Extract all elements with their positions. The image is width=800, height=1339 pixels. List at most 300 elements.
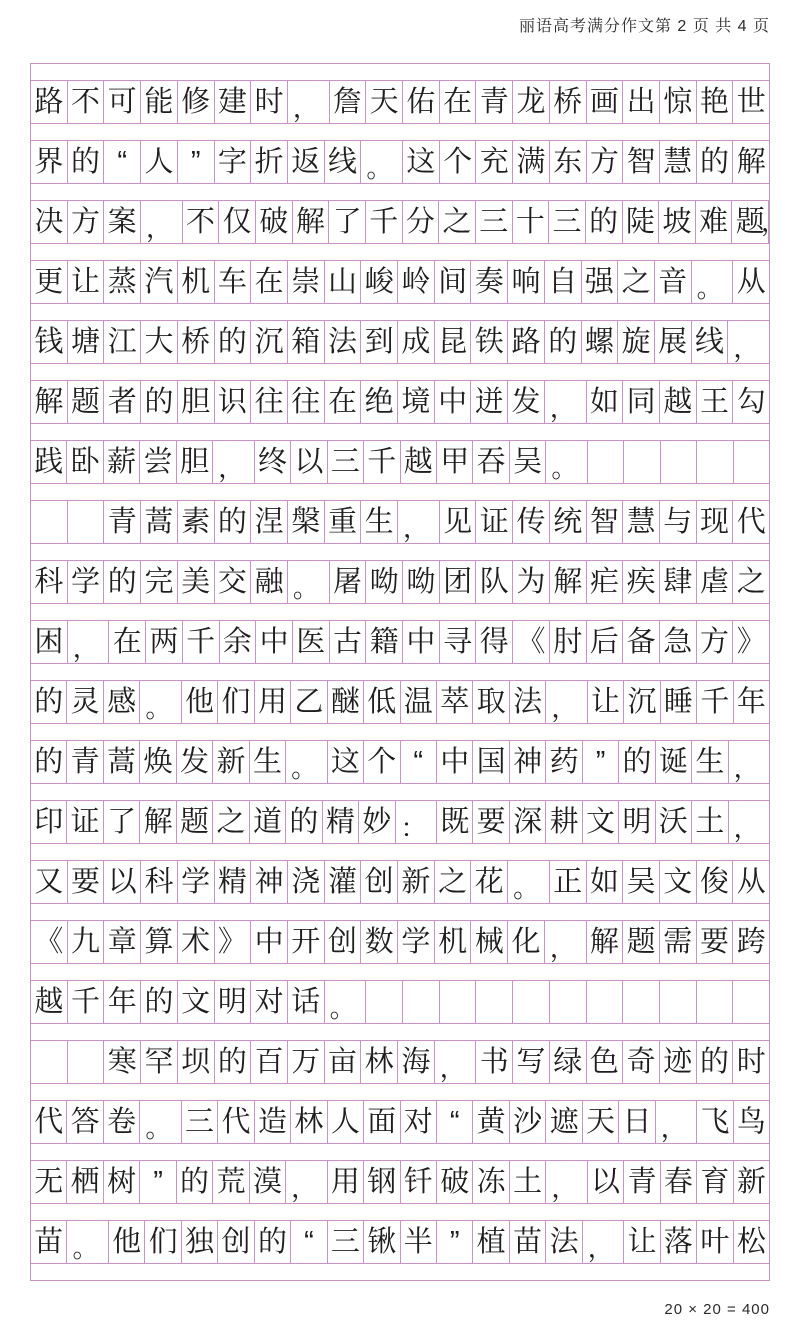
grid-cell: 对: [251, 981, 288, 1023]
grid-cell: [697, 981, 734, 1023]
grid-cell: 三: [328, 1221, 364, 1263]
grid-cell: 屠: [330, 561, 367, 603]
grid-cell: 用: [328, 1161, 364, 1203]
grid-cell: 画: [587, 81, 624, 123]
row-spacer: [31, 364, 769, 380]
grid-cell: 大: [141, 321, 178, 363]
grid-cell: 》: [736, 626, 766, 658]
grid-cell: 方: [587, 141, 624, 183]
grid-cell: 响: [508, 261, 545, 303]
grid-cell: 明: [619, 801, 655, 843]
grid-cell: 詹: [330, 81, 367, 123]
grid-cell: ”: [437, 1221, 473, 1263]
grid-cell: 落: [661, 1221, 697, 1263]
grid-cell: 。: [692, 261, 734, 303]
grid-cell: [550, 981, 587, 1023]
grid-cell: 吞: [473, 441, 509, 483]
grid-cell: 方: [697, 621, 734, 663]
grid-cell: 焕: [140, 741, 176, 783]
grid-cell: 发: [177, 741, 213, 783]
grid-cell: 以: [291, 441, 327, 483]
grid-cell: 时: [736, 1046, 766, 1078]
text-row: [31, 980, 769, 1024]
grid-cell: 千: [697, 681, 733, 723]
grid-cell: 绝: [361, 381, 398, 423]
grid-cell: 寒: [104, 1041, 141, 1083]
grid-cell: 让: [624, 1221, 660, 1263]
grid-cell: 往: [288, 381, 325, 423]
grid-cell: 的: [697, 141, 734, 183]
grid-cell: 机: [178, 261, 215, 303]
text-row: [31, 500, 769, 544]
grid-cell: 。: [140, 1101, 181, 1143]
grid-cell: 不: [68, 81, 105, 123]
grid-cell: 既: [437, 801, 473, 843]
grid-cell: 越: [660, 381, 697, 423]
grid-cell: 国: [473, 741, 509, 783]
grid-cell: ，: [68, 621, 110, 663]
composition-grid: [30, 63, 787, 1281]
grid-cell: ”: [178, 141, 215, 183]
text-row: [31, 320, 769, 364]
grid-cell: 智: [623, 141, 660, 183]
grid-cell: 代: [31, 1101, 67, 1143]
grid-cell: 古: [330, 621, 367, 663]
grid-cell: 折: [251, 141, 288, 183]
grid-cell: 苗: [510, 1221, 546, 1263]
grid-cell: 崇: [288, 261, 325, 303]
grid-cell: 同: [623, 381, 660, 423]
grid-cell: 数: [361, 921, 398, 963]
row-spacer: [31, 1084, 769, 1100]
grid-cell: 之: [213, 801, 249, 843]
grid-cell: 沙: [510, 1101, 546, 1143]
grid-cell: 三: [328, 441, 364, 483]
grid-cell: 冻: [473, 1161, 509, 1203]
grid-cell: 医: [293, 621, 330, 663]
grid-cell: 低: [364, 681, 400, 723]
grid-cell: 药: [546, 741, 582, 783]
grid-cell: 诞: [656, 741, 692, 783]
grid-cell: 蒸: [104, 261, 141, 303]
grid-cell: 与: [660, 501, 697, 543]
grid-cell: 螺: [582, 321, 619, 363]
grid-cell: 对: [401, 1101, 437, 1143]
grid-cell: 证: [476, 501, 513, 543]
grid-cell: 陡: [623, 201, 660, 243]
grid-cell: 题: [623, 921, 660, 963]
text-row: [31, 140, 769, 184]
grid-cell: 在: [325, 381, 362, 423]
grid-cell: 证: [67, 801, 103, 843]
grid-cell: 代: [218, 1101, 254, 1143]
grid-cell: 乙: [291, 681, 327, 723]
grid-cell: [31, 1041, 68, 1083]
grid-cell: 尝: [140, 441, 176, 483]
grid-cell: 《: [513, 621, 550, 663]
grid-cell: 线: [325, 141, 362, 183]
grid-cell: 字: [215, 141, 252, 183]
text-row: [31, 620, 769, 664]
grid-cell: 识: [215, 381, 252, 423]
grid-cell: 年: [736, 686, 766, 718]
text-row: [31, 1040, 769, 1084]
grid-cell: 的: [215, 501, 252, 543]
grid-cell: 沉: [624, 681, 660, 723]
grid-cell: 岭: [398, 261, 435, 303]
grid-cell: 展: [655, 321, 692, 363]
grid-cell: 。: [67, 1221, 108, 1263]
grid-cell: 海: [398, 1041, 435, 1083]
grid-cell: 。: [361, 141, 403, 183]
grid-cell: 分: [403, 201, 440, 243]
grid-cell: 蒿: [104, 741, 140, 783]
grid-cell: 人: [328, 1101, 364, 1143]
grid-cell: 满: [513, 141, 550, 183]
grid-cell: 的: [141, 981, 178, 1023]
text-row: [31, 920, 769, 964]
grid-cell: 呦: [366, 561, 403, 603]
grid-cell: 解: [140, 801, 176, 843]
grid-cell: 育: [697, 1161, 733, 1203]
grid-cell: 的: [31, 681, 67, 723]
grid-cell: 胆: [178, 381, 215, 423]
grid-cell: 终: [255, 441, 291, 483]
grid-cell: 人: [141, 141, 178, 183]
grid-cell: [587, 981, 624, 1023]
grid-cell: 学: [68, 561, 105, 603]
grid-cell: 线: [692, 321, 729, 363]
grid-cell: 虐: [697, 561, 734, 603]
grid-cell: 萃: [437, 681, 473, 723]
grid-cell: 的: [68, 141, 105, 183]
grid-cell: 他: [182, 681, 218, 723]
row-spacer: [31, 604, 769, 620]
grid-cell: ，: [545, 381, 587, 423]
grid-cell: 锹: [364, 1221, 400, 1263]
grid-cell: 塘: [68, 321, 105, 363]
grid-cell: 美: [178, 561, 215, 603]
grid-cell: 界: [31, 141, 68, 183]
row-spacer: [31, 904, 769, 920]
grid-cell: 困: [31, 621, 68, 663]
grid-cell: 栖: [67, 1161, 103, 1203]
grid-cell: 又: [31, 861, 68, 903]
grid-cell: 修: [178, 81, 215, 123]
grid-cell: 汽: [141, 261, 178, 303]
grid-cell: 睡: [661, 681, 697, 723]
grid-cell: 沉: [251, 321, 288, 363]
row-spacer: [31, 1144, 769, 1160]
grid-cell: 境: [398, 381, 435, 423]
grid-cell: 。: [288, 561, 330, 603]
grid-cell: 文: [178, 981, 215, 1023]
grid-cell: 千: [68, 981, 105, 1023]
grid-cell: [697, 441, 733, 483]
grid-cell: 千: [364, 441, 400, 483]
text-row: [31, 80, 769, 124]
grid-cell: 天: [366, 81, 403, 123]
grid-cell: 科: [31, 561, 68, 603]
grid-cell: 昆: [435, 321, 472, 363]
grid-cell: 他: [109, 1221, 145, 1263]
grid-cell: 青: [624, 1161, 660, 1203]
grid-cell: 精: [323, 801, 359, 843]
grid-cell: 解: [587, 921, 624, 963]
grid-cell: 在: [440, 81, 477, 123]
grid-cell: 越: [401, 441, 437, 483]
grid-cell: 后: [587, 621, 624, 663]
grid-cell: [660, 981, 697, 1023]
grid-cell: 之: [439, 201, 476, 243]
grid-cell: 个: [440, 141, 477, 183]
grid-cell: 音: [655, 261, 692, 303]
grid-cell: 以: [104, 861, 141, 903]
grid-cell: 得: [476, 621, 513, 663]
grid-cell: 如: [587, 381, 624, 423]
grid-cell: 土: [692, 801, 728, 843]
grid-cell: 勾: [736, 386, 766, 418]
row-spacer: [31, 424, 769, 440]
grid-cell: 林: [361, 1041, 398, 1083]
grid-cell: [68, 501, 105, 543]
grid-cell: 的: [215, 321, 252, 363]
grid-cell: 之: [435, 861, 472, 903]
grid-cell: 代: [736, 506, 766, 538]
grid-cell: 百: [251, 1041, 288, 1083]
grid-cell: 漠: [250, 1161, 286, 1203]
grid-cell: 龙: [513, 81, 550, 123]
grid-cell: “: [437, 1101, 473, 1143]
grid-cell: 植: [473, 1221, 509, 1263]
grid-cell: 学: [178, 861, 215, 903]
grid-cell: ”: [583, 741, 619, 783]
grid-cell: “: [291, 1221, 327, 1263]
grid-cell: 独: [182, 1221, 218, 1263]
grid-cell: 文: [583, 801, 619, 843]
grid-cell: 坝: [178, 1041, 215, 1083]
text-row: [31, 1160, 769, 1204]
hanging-comma: ，: [760, 207, 787, 237]
grid-cell: ：: [396, 801, 437, 843]
grid-cell: 世: [736, 86, 766, 118]
grid-cell: 在: [251, 261, 288, 303]
grid-cell: 们: [145, 1221, 181, 1263]
row-spacer: [31, 844, 769, 860]
grid-cell: 统: [550, 501, 587, 543]
grid-cell: 绿: [550, 1041, 587, 1083]
grid-cell: 道: [250, 801, 286, 843]
grid-cell: 三: [476, 201, 513, 243]
grid-cell: 沃: [656, 801, 692, 843]
grid-cell: 可: [104, 81, 141, 123]
grid-cell: 队: [476, 561, 513, 603]
grid-cell: 能: [141, 81, 178, 123]
grid-cell: 三: [182, 1101, 218, 1143]
grid-cell: 新: [398, 861, 435, 903]
grid-cell: 之: [736, 566, 766, 598]
grid-cell: 智: [587, 501, 624, 543]
row-spacer: [31, 64, 769, 80]
grid-cell: 生: [692, 741, 728, 783]
grid-cell: [513, 981, 550, 1023]
grid-cell: 青: [67, 741, 103, 783]
grid-cell: 的: [177, 1161, 213, 1203]
grid-cell: 灌: [325, 861, 362, 903]
grid-cell: 的: [104, 561, 141, 603]
grid-cell: 耕: [546, 801, 582, 843]
grid-cell: 《: [31, 921, 68, 963]
grid-cell: 钎: [401, 1161, 437, 1203]
grid-cell: 发: [508, 381, 545, 423]
grid-cell: 余: [220, 621, 257, 663]
grid-cell: 奇: [623, 1041, 660, 1083]
grid-cell: 解: [293, 201, 330, 243]
grid-cell: 破: [437, 1161, 473, 1203]
grid-cell: ，: [733, 813, 760, 843]
grid-cell: 者: [104, 381, 141, 423]
grid-cell: 案: [104, 201, 141, 243]
grid-cell: 色: [587, 1041, 624, 1083]
grid-cell: 个: [364, 741, 400, 783]
grid-cell: 自: [545, 261, 582, 303]
grid-cell: 蒿: [141, 501, 178, 543]
grid-cell: 科: [141, 861, 178, 903]
grid-cell: 写: [513, 1041, 550, 1083]
grid-cell: 路: [31, 81, 68, 123]
grid-cell: 在: [109, 621, 146, 663]
row-spacer: [31, 1264, 769, 1280]
grid-cell: 。: [508, 861, 550, 903]
grid-cell: 土: [510, 1161, 546, 1203]
grid-cell: 树: [104, 1161, 140, 1203]
grid-cell: ，: [213, 441, 254, 483]
grid-cell: 法: [546, 1221, 582, 1263]
row-spacer: [31, 964, 769, 980]
grid-cell: ，: [733, 753, 760, 783]
row-spacer: [31, 784, 769, 800]
grid-cell: 往: [251, 381, 288, 423]
grid-cell: 这: [403, 141, 440, 183]
grid-cell: 钱: [31, 321, 68, 363]
grid-cell: 以: [588, 1161, 624, 1203]
grid-cell: 桥: [550, 81, 587, 123]
grid-cell: 面: [364, 1101, 400, 1143]
grid-cell: 的: [215, 1041, 252, 1083]
grid-cell: 书: [476, 1041, 513, 1083]
grid-cell: 完: [141, 561, 178, 603]
grid-cell: 的: [545, 321, 582, 363]
grid-cell: 胆: [177, 441, 213, 483]
grid-cell: 林: [291, 1101, 327, 1143]
grid-cell: 建: [215, 81, 252, 123]
grid-cell: [623, 981, 660, 1023]
grid-cell: 肆: [660, 561, 697, 603]
grid-cell: 仅: [219, 201, 256, 243]
grid-cell: 生: [361, 501, 398, 543]
grid-cell: ，: [286, 1161, 327, 1203]
grid-cell: ，: [288, 81, 330, 123]
grid-cell: 三: [549, 201, 586, 243]
grid-cell: 佑: [403, 81, 440, 123]
grid-cell: 造: [255, 1101, 291, 1143]
grid-cell: 的: [141, 381, 178, 423]
grid-cell: 日: [619, 1101, 655, 1143]
grid-cell: 路: [508, 321, 545, 363]
grid-cell: 青: [476, 81, 513, 123]
grid-cell: 需: [660, 921, 697, 963]
grid-cell: 山: [325, 261, 362, 303]
grid-cell: 的: [619, 741, 655, 783]
grid-cell: 要: [68, 861, 105, 903]
grid-cell: 奏: [471, 261, 508, 303]
row-spacer: [31, 724, 769, 740]
row-spacer: [31, 244, 769, 260]
text-row: [31, 860, 769, 904]
grid-cell: 王: [697, 381, 734, 423]
grid-cell: 融: [251, 561, 288, 603]
row-spacer: [31, 304, 769, 320]
grid-cell: 印: [31, 801, 67, 843]
grid-cell: ，: [435, 1041, 477, 1083]
grid-cell: 备: [623, 621, 660, 663]
grid-cell: 解: [550, 561, 587, 603]
grid-cell: 无: [31, 1161, 67, 1203]
grid-cell: 题: [177, 801, 213, 843]
grid-cell: 花: [471, 861, 508, 903]
grid-cell: 钢: [364, 1161, 400, 1203]
grid-cell: 学: [398, 921, 435, 963]
grid-cell: 算: [141, 921, 178, 963]
grid-cell: ，: [583, 1221, 624, 1263]
grid-cell: 千: [183, 621, 220, 663]
grid-cell: 中: [435, 381, 472, 423]
grid-cell: 传: [513, 501, 550, 543]
grid-cell: 神: [251, 861, 288, 903]
grid-cell: 交: [215, 561, 252, 603]
grid-cell: 迸: [471, 381, 508, 423]
grid-cell: 黄: [473, 1101, 509, 1143]
grid-cell: 。: [140, 681, 181, 723]
grid-cell: 。: [286, 741, 327, 783]
grid-cell: 不: [183, 201, 220, 243]
grid-cell: 桥: [178, 321, 215, 363]
grid-cell: 青: [104, 501, 141, 543]
grid-cell: 如: [587, 861, 624, 903]
grid-cell: 的: [31, 741, 67, 783]
grid-cell: 机: [435, 921, 472, 963]
grid-cell: 开: [288, 921, 325, 963]
grid-cell: 俊: [697, 861, 734, 903]
grid-cell: [734, 441, 769, 483]
grid-cell: 现: [697, 501, 734, 543]
grid-cell: 妙: [359, 801, 395, 843]
grid-cell: [68, 1041, 105, 1083]
grid-cell: 铁: [471, 321, 508, 363]
grid-cell: [31, 501, 68, 543]
grid-cell: 要: [697, 921, 734, 963]
grid-cell: 涅: [251, 501, 288, 543]
grid-cell: 题: [68, 381, 105, 423]
row-spacer: [31, 484, 769, 500]
grid-cell: 旋: [618, 321, 655, 363]
grid-cell: [624, 441, 660, 483]
grid-cell: 半: [401, 1221, 437, 1263]
grid-cell: 术: [178, 921, 215, 963]
grid-cell: 时: [251, 81, 288, 123]
grid-cell: 的: [286, 801, 322, 843]
page-header-title: 丽语高考满分作文第 2 页 共 4 页: [518, 18, 770, 35]
